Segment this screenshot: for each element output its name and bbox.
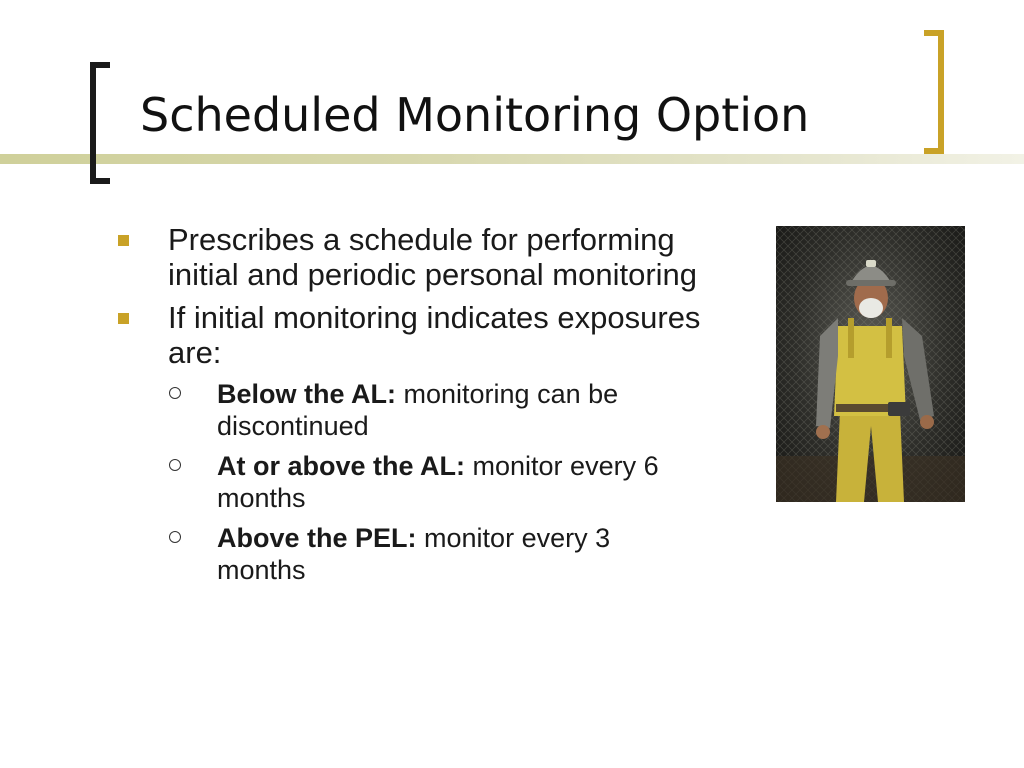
bullet-item (118, 222, 738, 292)
sub-bullet-item (118, 450, 697, 514)
sub-bullet-text: monitor every 3 months (217, 523, 611, 585)
left-bracket-decoration (90, 62, 110, 184)
sub-bullet-item (118, 378, 697, 442)
sub-bullet-label: At or above the AL: (217, 451, 466, 481)
sub-bullet-text: monitoring can be discontinued (217, 379, 619, 441)
square-bullet-icon (118, 235, 129, 246)
bullet-item (118, 300, 738, 370)
sub-bullet-text: monitor every 6 months (217, 451, 659, 513)
miner-photo (776, 226, 965, 502)
square-bullet-icon (118, 313, 129, 324)
sub-bullet-label: Below the AL: (217, 379, 396, 409)
title-band (0, 154, 1024, 164)
circle-bullet-icon (169, 531, 181, 543)
miner-illustration (776, 226, 965, 502)
sub-bullet-label: Above the PEL: (217, 523, 417, 553)
right-bracket-decoration (924, 30, 944, 154)
bullet-text: Prescribes a schedule for performing initial and periodic personal monitoring (168, 222, 698, 292)
sub-bullet-list (118, 378, 738, 586)
circle-bullet-icon (169, 387, 181, 399)
slide-title: Scheduled Monitoring Option (140, 88, 810, 142)
sub-bullet-item (118, 522, 697, 586)
bullet-text: If initial monitoring indicates exposures are: (168, 300, 701, 370)
circle-bullet-icon (169, 459, 181, 471)
bullet-list (118, 222, 738, 594)
